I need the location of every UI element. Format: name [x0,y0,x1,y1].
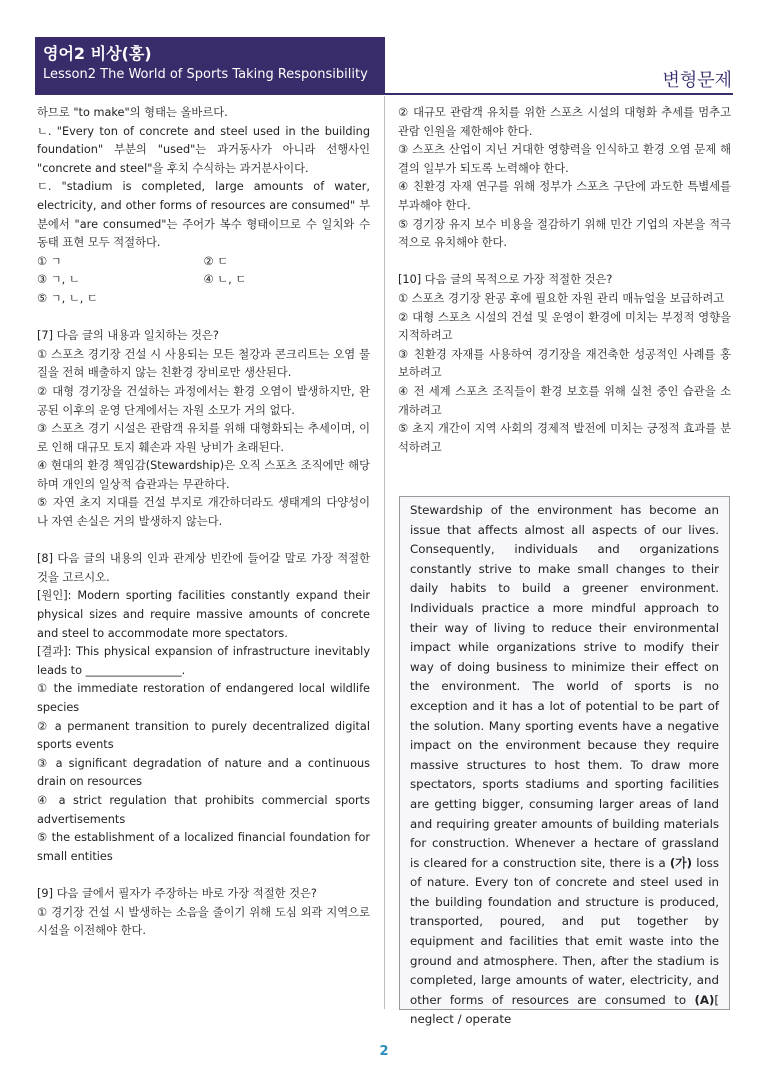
question-stem: [7] 다음 글의 내용과 일치하는 것은? [37,329,219,343]
explanation-line: ㄷ. "stadium is completed, large amounts of water, electricity, and other forms of resources are consumed" 부분에서 "are consumed"는 주어가 복수 형태이므로 수 일치와 수동태 표현 모두 적절하다. [37,180,370,250]
page-number: 2 [379,1044,389,1059]
passage-text: loss of nature. Every ton of concrete and steel used in the building foundation and structure is produced, transported, poured, and put together by equipment and facilities that emit waste into the ground and atmosphere. Then, after the stadium is completed, large amounts of water, electricity, and other forms of resources are consumed to [410,855,719,1007]
passage-text: [ neglect / operate [410,992,719,1027]
option: ② 대형 스포츠 시설의 건설 및 운영이 환경에 미치는 부정적 영향을 지적하려고 [398,310,731,343]
option: ④ ㄴ, ㄷ [203,273,247,287]
option: ③ ㄱ, ㄴ [37,273,80,287]
reading-passage [399,496,730,1027]
option: ③ 스포츠 산업이 지닌 거대한 영향력을 인식하고 환경 오염 문제 해결의 일부가 되도록 노력해야 한다. [398,143,731,175]
option: ① 스포츠 경기장 건설 시 사용되는 모든 철강과 콘크리트는 오염 물질을 전혀 배출하지 않는 친환경 장비로만 생산된다. [37,347,370,380]
page-type-label: 변형문제 [662,70,732,91]
option-row [37,271,370,290]
option: ③ 스포츠 경기 시설은 관람객 유치를 위해 대형화되는 추세이며, 이로 인해 대규모 토지 훼손과 자원 낭비가 초래된다. [37,422,370,454]
right-column [398,104,731,457]
option: ② 대규모 관람객 유치를 위한 스포츠 시설의 대형화 추세를 멈추고 관람 인원을 제한해야 한다. [398,106,731,138]
option: ④ 전 세계 스포츠 조직들이 환경 보호를 위해 실천 중인 습관을 소개하려고 [398,384,731,417]
option: ⑤ 경기장 유지 보수 비용을 절감하기 위해 민간 기업의 자본을 적극적으로 유치해야 한다. [398,217,731,250]
option: ③ 친환경 자재를 사용하여 경기장을 재건축한 성공적인 사례를 홍보하려고 [398,347,731,380]
header-banner [35,37,385,94]
option: ③ a significant degradation of nature and a continuous drain on resources [37,756,370,789]
question-stem: [9] 다음 글에서 필자가 주장하는 바로 가장 적절한 것은? [37,886,317,900]
explanation-line: ㄴ. "Every ton of concrete and steel used in the building foundation" 부분의 "used"는 과거동사가 아니라 선행사인 "concrete and steel"을 후치 수식하는 과거분사이다. [37,124,370,175]
course-title: 영어2 비상(홍) [43,44,152,63]
option: ② ㄷ [203,254,229,268]
option: ① 경기장 건설 시 발생하는 소음을 줄이기 위해 도심 외곽 지역으로 시설을 이전해야 한다. [37,905,370,938]
option-row [37,253,370,272]
cause-text: [원인]: Modern sporting facilities constantly expand their physical sizes and require massive amounts of concrete and steel to accommodate more spectators. [37,589,370,640]
passage-text: Stewardship of the environment has become an issue that affects almost all aspects of our lives. Consequently, individuals and organizations constantly strive to make small changes to their daily habits to build a greener environment. Individuals practice a more mindful approach to their way of living to reduce their environmental impact while organizations strive to modify their way of doing business to minimize their effect on the environment. The world of sports is no exception and it has a lot of potential to be part of the solution. Many sporting events have a negative impact on the environment because they require massive structures to host them. To draw more spectators, sports stadiums and sporting facilities are getting bigger, consuming larger areas of land and requiring greater amounts of building materials for construction. Whenever a hectare of grassland is cleared for a construction site, there is a [410,503,719,870]
option: ④ 친환경 자재 연구를 위해 정부가 스포츠 구단에 과도한 특별세를 부과해야 한다. [398,180,731,212]
left-column [37,104,370,941]
result-text: [결과]: This physical expansion of infrastructure inevitably leads to _________________. [37,645,370,677]
option: ① the immediate restoration of endangered local wildlife species [37,682,370,714]
column-divider [384,96,385,1009]
blank-a-marker: (A) [694,992,715,1007]
header-rule [35,93,733,95]
option: ④ a strict regulation that prohibits commercial sports advertisements [37,793,370,826]
lesson-title: Lesson2 The World of Sports Taking Responsibility [43,67,368,82]
option: ⑤ 초지 개간이 지역 사회의 경제적 발전에 미치는 긍정적 효과를 분석하려고 [398,422,731,454]
option: ⑤ the establishment of a localized financial foundation for small entities [37,831,370,863]
option: ④ 현대의 환경 책임감(Stewardship)은 오직 스포츠 조직에만 해당하며 개인의 일상적 습관과는 무관하다. [37,459,370,491]
question-stem: [8] 다음 글의 내용의 인과 관계상 빈칸에 들어갈 말로 가장 적절한 것을 고르시오. [37,552,370,584]
option: ② 대형 경기장을 건설하는 과정에서는 환경 오염이 발생하지만, 완공된 이후의 운영 단계에서는 자원 소모가 거의 없다. [37,384,370,417]
option: ① 스포츠 경기장 완공 후에 필요한 자원 관리 매뉴얼을 보급하려고 [398,291,725,305]
blank-ga-marker: (가) [669,855,693,870]
explanation-line: 하므로 "to make"의 형태는 올바르다. [37,106,228,119]
question-stem: [10] 다음 글의 목적으로 가장 적절한 것은? [398,273,613,287]
option: ② a permanent transition to purely decentralized digital sports events [37,719,370,752]
option: ⑤ 자연 초지 지대를 건설 부지로 개간하더라도 생태계의 다양성이나 자연 손실은 거의 발생하지 않는다. [37,496,370,529]
option: ⑤ ㄱ, ㄴ, ㄷ [37,291,98,305]
option: ① ㄱ [37,254,62,268]
